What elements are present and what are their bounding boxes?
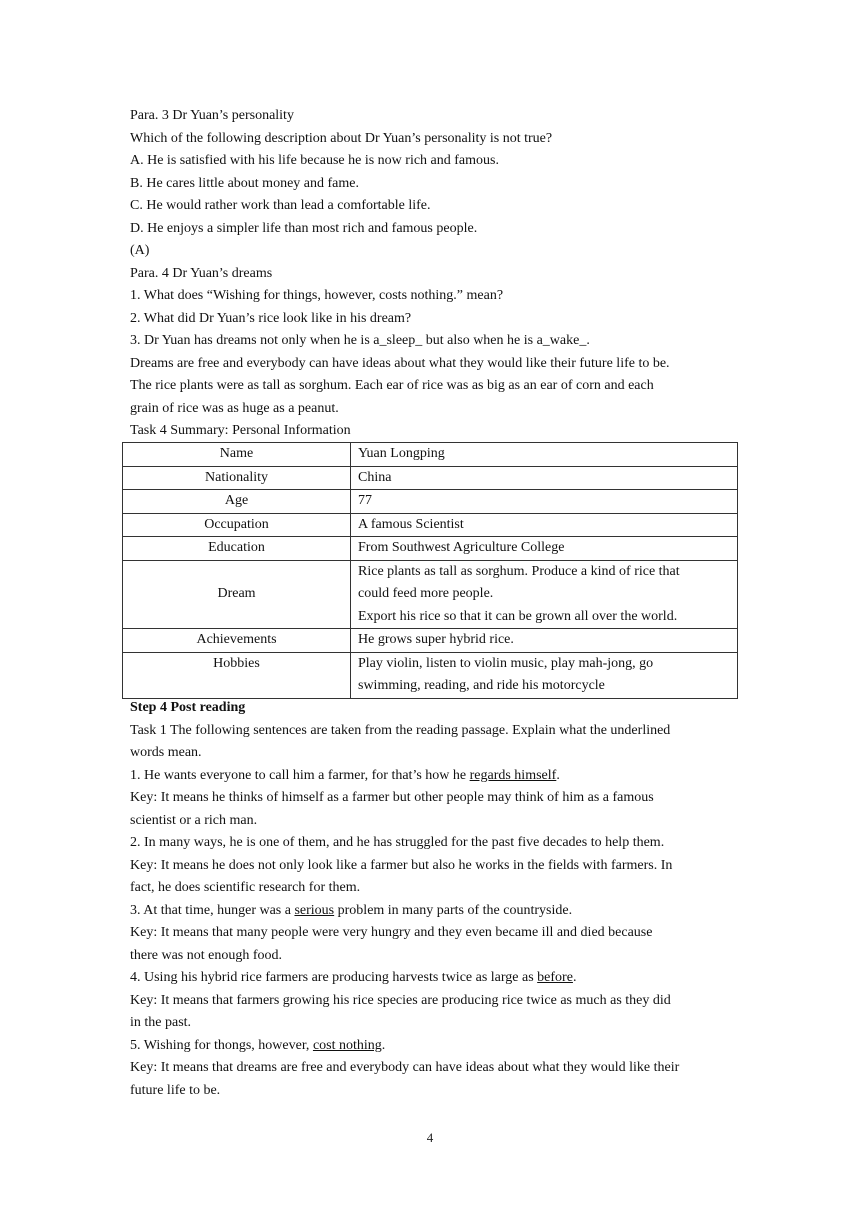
sentence-5	[130, 1035, 740, 1058]
sentence-text: 4. Using his hybrid rice farmers are producing harvests twice as large as	[130, 970, 538, 985]
sentence-text: 3. At that time, hunger was a	[130, 902, 295, 918]
sentence-text-end: .	[381, 1037, 386, 1053]
para4-question-3: 3. Dr Yuan has dreams not only when he is a_sleep_ but also when he is a_wake_.	[130, 333, 590, 348]
row-value: Yuan Longping	[351, 443, 738, 467]
sentence-4	[130, 967, 740, 990]
para3-answer: (A)	[130, 243, 150, 258]
sentence-text: 5. Wishing for thongs, however,	[130, 1037, 313, 1053]
row-label: Age	[123, 490, 351, 514]
underlined-words: cost nothing	[312, 1037, 382, 1053]
para4-question-1: 1. What does “Wishing for things, however, costs nothing.” mean?	[130, 288, 504, 303]
row-label: Nationality	[123, 466, 351, 490]
task4-title: Task 4 Summary: Personal Information	[130, 423, 351, 438]
row-value: A famous Scientist	[351, 513, 738, 537]
sentence-text-end: .	[556, 767, 560, 783]
para3-heading: Para. 3 Dr Yuan’s personality	[130, 108, 294, 123]
lower-content	[130, 697, 740, 1102]
para3-question: Which of the following description about Dr Yuan’s personality is not true?	[130, 130, 553, 146]
dream-line-1: Rice plants as tall as sorghum. Produce a kind of rice that	[358, 563, 680, 579]
option-b: B. He cares little about money and fame.	[130, 175, 359, 191]
key-1-line1: Key: It means he thinks of himself as a farmer but other people may think of him as a famous	[130, 790, 654, 805]
row-label: Name	[123, 443, 351, 467]
personal-info-table	[122, 442, 738, 699]
hobbies-line-1: Play violin, listen to violin music, play mah-jong, go	[358, 655, 654, 671]
table-row	[123, 443, 738, 467]
key-4-line2: in the past.	[130, 1015, 192, 1030]
sentence-text: 2. In many ways, he is one of them, and he has struggled for the past five decades to help them.	[130, 835, 665, 850]
option-c: C. He would rather work than lead a comfortable life.	[130, 198, 431, 213]
table-row	[123, 537, 738, 561]
sentence-text-end: problem in many parts of the countryside.	[334, 902, 573, 918]
para4-answer-2-line2: grain of rice was as huge as a peanut.	[130, 400, 339, 416]
table-row	[123, 513, 738, 537]
key-5-line1: Key: It means that dreams are free and everybody can have ideas about what they would like their	[130, 1060, 680, 1075]
hobbies-line-2: swimming, reading, and ride his motorcycle	[358, 678, 605, 693]
row-label: Dream	[123, 560, 351, 629]
row-value: China	[351, 466, 738, 490]
para4-answer-1: Dreams are free and everybody can have ideas about what they would like their future life to be.	[130, 355, 670, 371]
key-4-line1: Key: It means that farmers growing his rice species are producing rice twice as much as they did	[130, 992, 671, 1008]
page-number: 4	[426, 1130, 434, 1145]
sentence-text: 1. He wants everyone to call him a farmer, for that’s how he	[130, 767, 470, 783]
table-row-dream	[123, 560, 738, 629]
para4-heading: Para. 4 Dr Yuan’s dreams	[130, 265, 273, 281]
table-row-hobbies	[123, 652, 738, 698]
sentence-3	[130, 900, 740, 923]
row-value: From Southwest Agriculture College	[351, 537, 738, 561]
row-label: Hobbies	[123, 652, 351, 698]
dream-line-2: could feed more people.	[358, 586, 494, 601]
row-value: He grows super hybrid rice.	[351, 629, 738, 653]
para4-answer-2-line1: The rice plants were as tall as sorghum. Each ear of rice was as big as an ear of corn and each	[130, 378, 654, 393]
option-a: A. He is satisfied with his life because he is now rich and famous.	[130, 153, 499, 168]
row-label: Education	[123, 537, 351, 561]
sentence-2	[130, 832, 740, 855]
key-3-line2: there was not enough food.	[130, 947, 283, 963]
underlined-words: serious	[294, 902, 335, 918]
underlined-words: regards himself	[469, 767, 557, 783]
key-3-line1: Key: It means that many people were very hungry and they even became ill and died because	[130, 925, 653, 940]
row-value: 77	[351, 490, 738, 514]
upper-content	[130, 105, 740, 443]
table-row	[123, 629, 738, 653]
table-row	[123, 466, 738, 490]
row-label: Occupation	[123, 513, 351, 537]
step4-heading: Step 4 Post reading	[130, 700, 246, 715]
row-label: Achievements	[123, 629, 351, 653]
sentence-text-end: .	[572, 970, 577, 985]
underlined-words: before	[537, 970, 573, 985]
dream-line-3: Export his rice so that it can be grown all over the world.	[358, 608, 678, 624]
key-5-line2: future life to be.	[130, 1082, 221, 1098]
table-row	[123, 490, 738, 514]
key-2-line1: Key: It means he does not only look like a farmer but also he works in the fields with farmers. In	[130, 857, 673, 873]
para4-question-2: 2. What did Dr Yuan’s rice look like in his dream?	[130, 310, 412, 326]
task1-instruction-line2: words mean.	[130, 745, 202, 760]
key-2-line2: fact, he does scientific research for them.	[130, 880, 361, 895]
sentence-1	[130, 765, 740, 788]
row-value-hobbies	[351, 652, 738, 698]
task1-instruction-line1: Task 1 The following sentences are taken from the reading passage. Explain what the underlined	[130, 722, 671, 738]
option-d: D. He enjoys a simpler life than most rich and famous people.	[130, 220, 478, 236]
row-value-dream	[351, 560, 738, 629]
key-1-line2: scientist or a rich man.	[130, 812, 258, 828]
